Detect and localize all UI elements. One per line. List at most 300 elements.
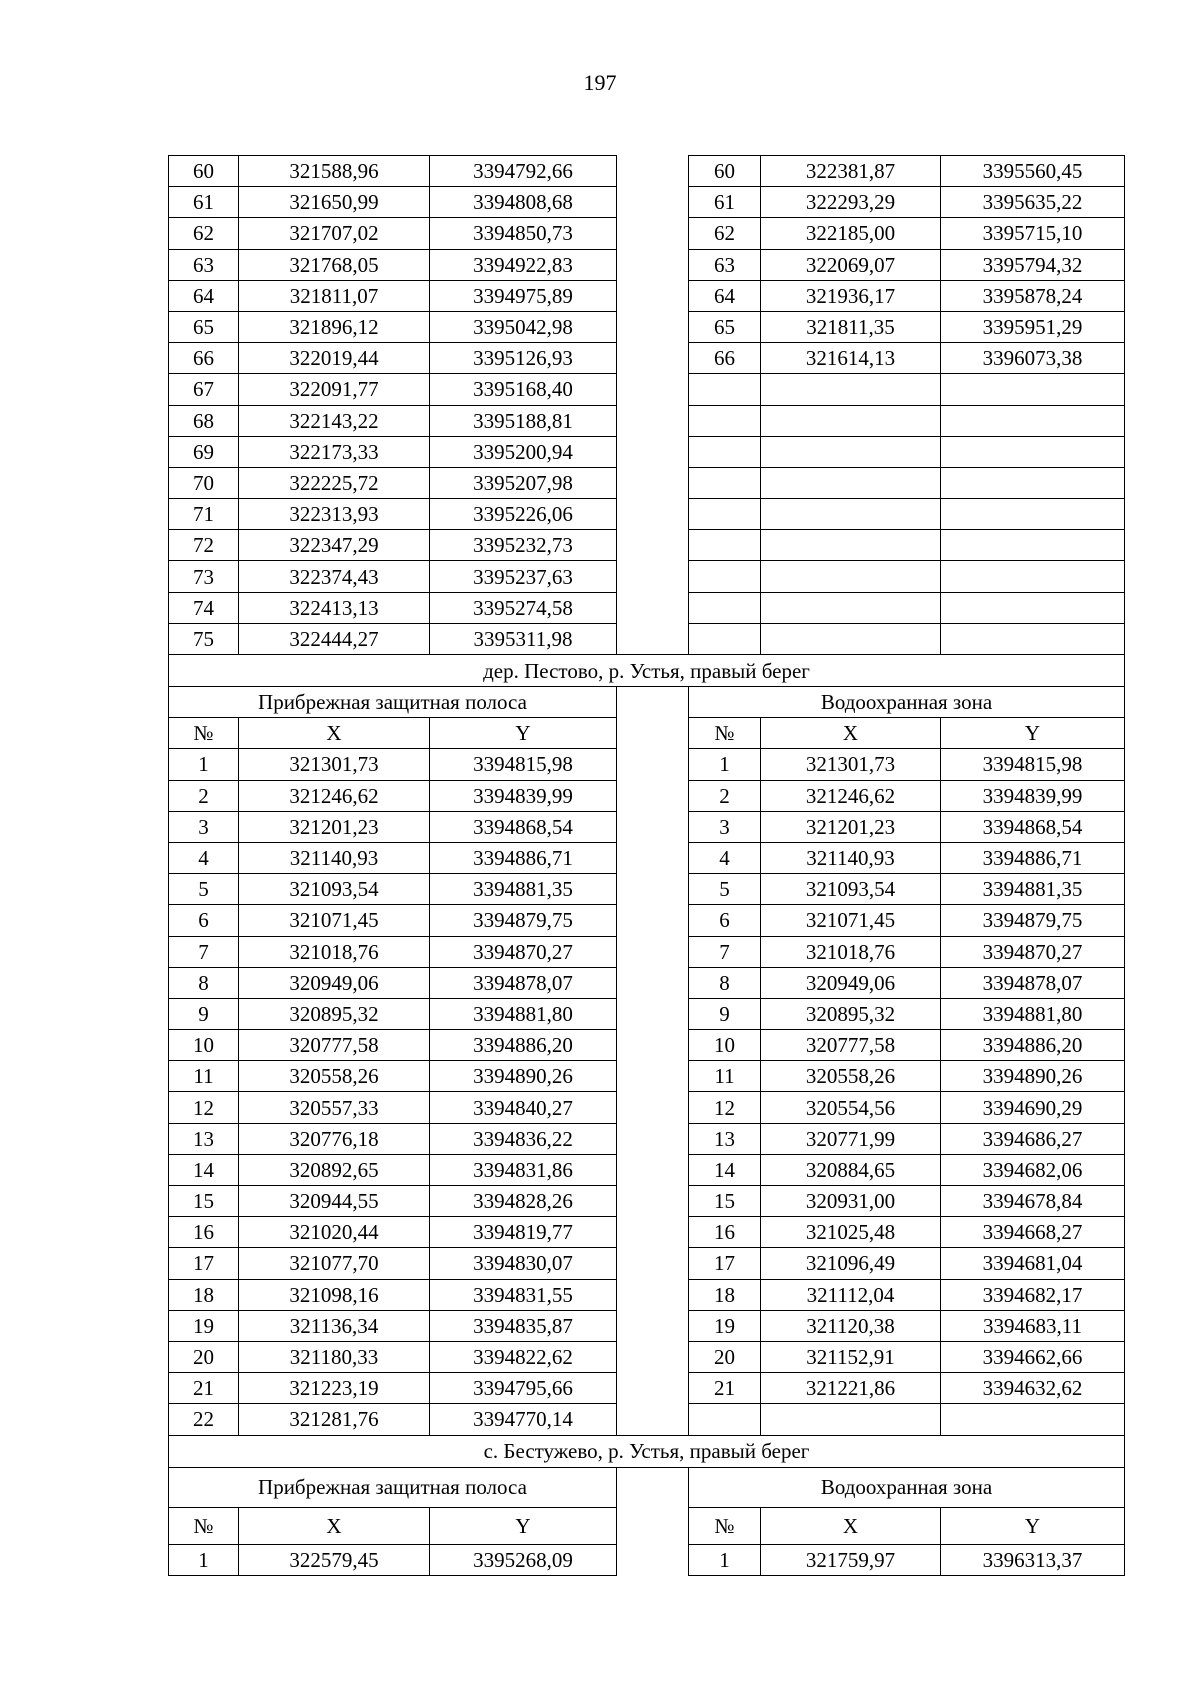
left-y-cell: 3394870,27 xyxy=(430,936,617,967)
right-number-cell: 64 xyxy=(689,280,761,311)
right-x-cell: 321120,38 xyxy=(761,1310,941,1341)
right-y-column-header: Y xyxy=(941,1507,1125,1544)
right-number-cell: 62 xyxy=(689,218,761,249)
left-number-cell: 14 xyxy=(169,1154,239,1185)
table-row xyxy=(169,1341,1125,1372)
right-number-cell: 17 xyxy=(689,1248,761,1279)
left-y-cell: 3394831,55 xyxy=(430,1279,617,1310)
left-number-cell: 21 xyxy=(169,1373,239,1404)
right-y-cell: 3394686,27 xyxy=(941,1123,1125,1154)
left-number-cell: 73 xyxy=(169,561,239,592)
right-y-cell: 3394868,54 xyxy=(941,811,1125,842)
left-y-cell: 3394850,73 xyxy=(430,218,617,249)
left-y-cell: 3394839,99 xyxy=(430,780,617,811)
table-row xyxy=(169,905,1125,936)
gap-cell xyxy=(617,280,689,311)
left-y-cell: 3395232,73 xyxy=(430,530,617,561)
right-x-cell xyxy=(761,405,941,436)
right-y-cell: 3395635,22 xyxy=(941,187,1125,218)
right-number-cell xyxy=(689,499,761,530)
left-y-cell: 3394815,98 xyxy=(430,749,617,780)
left-x-cell: 321020,44 xyxy=(239,1217,430,1248)
left-number-cell: 68 xyxy=(169,405,239,436)
left-number-cell: 70 xyxy=(169,467,239,498)
right-y-cell: 3394690,29 xyxy=(941,1092,1125,1123)
right-number-cell: 11 xyxy=(689,1061,761,1092)
right-number-cell: 10 xyxy=(689,1030,761,1061)
gap-cell xyxy=(617,718,689,749)
right-y-cell: 3394681,04 xyxy=(941,1248,1125,1279)
right-number-cell: 66 xyxy=(689,343,761,374)
right-y-cell: 3396073,38 xyxy=(941,343,1125,374)
left-y-cell: 3395188,81 xyxy=(430,405,617,436)
right-number-cell: 15 xyxy=(689,1186,761,1217)
left-x-cell: 322579,45 xyxy=(239,1544,430,1575)
table-row xyxy=(169,998,1125,1029)
gap-cell xyxy=(617,187,689,218)
right-x-cell xyxy=(761,1404,941,1435)
right-y-cell: 3394662,66 xyxy=(941,1341,1125,1372)
right-x-column-header: X xyxy=(761,718,941,749)
table-row xyxy=(169,936,1125,967)
right-y-cell xyxy=(941,561,1125,592)
right-x-cell: 320777,58 xyxy=(761,1030,941,1061)
right-x-cell: 321246,62 xyxy=(761,780,941,811)
right-x-cell xyxy=(761,561,941,592)
left-number-cell: 62 xyxy=(169,218,239,249)
left-x-cell: 321896,12 xyxy=(239,311,430,342)
left-x-cell: 322313,93 xyxy=(239,499,430,530)
gap-cell xyxy=(617,780,689,811)
right-x-cell: 322185,00 xyxy=(761,218,941,249)
gap-cell xyxy=(617,687,689,718)
gap-cell xyxy=(617,1507,689,1544)
right-number-cell: 63 xyxy=(689,249,761,280)
right-y-cell xyxy=(941,467,1125,498)
gap-cell xyxy=(617,998,689,1029)
left-y-cell: 3394975,89 xyxy=(430,280,617,311)
left-number-cell: 74 xyxy=(169,592,239,623)
left-y-cell: 3395311,98 xyxy=(430,623,617,654)
section-title-row xyxy=(169,1435,1125,1467)
left-number-cell: 64 xyxy=(169,280,239,311)
right-x-cell xyxy=(761,499,941,530)
table-row xyxy=(169,1248,1125,1279)
table-row xyxy=(169,218,1125,249)
right-x-cell: 321811,35 xyxy=(761,311,941,342)
left-number-cell: 17 xyxy=(169,1248,239,1279)
zone-heading-row xyxy=(169,687,1125,718)
right-number-cell: 8 xyxy=(689,967,761,998)
gap-cell xyxy=(617,467,689,498)
left-x-cell: 320892,65 xyxy=(239,1154,430,1185)
left-number-cell: 66 xyxy=(169,343,239,374)
gap-cell xyxy=(617,1154,689,1185)
left-x-cell: 321768,05 xyxy=(239,249,430,280)
right-y-cell xyxy=(941,374,1125,405)
right-number-cell xyxy=(689,467,761,498)
right-number-cell xyxy=(689,436,761,467)
left-x-cell: 321246,62 xyxy=(239,780,430,811)
table-row xyxy=(169,1061,1125,1092)
left-number-cell: 1 xyxy=(169,749,239,780)
gap-cell xyxy=(617,1544,689,1575)
left-x-cell: 322374,43 xyxy=(239,561,430,592)
gap-cell xyxy=(617,842,689,873)
right-x-cell: 321096,49 xyxy=(761,1248,941,1279)
table-row xyxy=(169,780,1125,811)
gap-cell xyxy=(617,905,689,936)
left-number-cell: 11 xyxy=(169,1061,239,1092)
gap-cell xyxy=(617,311,689,342)
left-y-cell: 3394808,68 xyxy=(430,187,617,218)
table-row xyxy=(169,1030,1125,1061)
left-number-cell: 19 xyxy=(169,1310,239,1341)
left-y-cell: 3394868,54 xyxy=(430,811,617,842)
right-number-cell: 61 xyxy=(689,187,761,218)
left-y-cell: 3394879,75 xyxy=(430,905,617,936)
table-row xyxy=(169,1217,1125,1248)
right-number-cell: 20 xyxy=(689,1341,761,1372)
table-row xyxy=(169,249,1125,280)
right-y-cell: 3394886,71 xyxy=(941,842,1125,873)
section-title: дер. Пестово, р. Устья, правый берег xyxy=(169,655,1125,687)
left-y-cell: 3394828,26 xyxy=(430,1186,617,1217)
zone-heading-row xyxy=(169,1467,1125,1507)
gap-cell xyxy=(617,936,689,967)
water-protection-zone-heading: Водоохранная зона xyxy=(689,687,1125,718)
left-y-cell: 3394886,71 xyxy=(430,842,617,873)
right-number-cell xyxy=(689,623,761,654)
left-number-cell: 1 xyxy=(169,1544,239,1575)
right-y-cell: 3394886,20 xyxy=(941,1030,1125,1061)
gap-cell xyxy=(617,1186,689,1217)
right-number-cell: 12 xyxy=(689,1092,761,1123)
right-y-cell: 3394682,17 xyxy=(941,1279,1125,1310)
right-x-cell: 321936,17 xyxy=(761,280,941,311)
left-y-cell: 3395226,06 xyxy=(430,499,617,530)
left-number-cell: 18 xyxy=(169,1279,239,1310)
gap-cell xyxy=(617,623,689,654)
left-y-cell: 3394836,22 xyxy=(430,1123,617,1154)
right-x-cell: 321018,76 xyxy=(761,936,941,967)
left-y-cell: 3394831,86 xyxy=(430,1154,617,1185)
table-row xyxy=(169,874,1125,905)
left-x-cell: 321588,96 xyxy=(239,156,430,187)
gap-cell xyxy=(617,1248,689,1279)
gap-cell xyxy=(617,530,689,561)
table-row xyxy=(169,467,1125,498)
left-x-cell: 322225,72 xyxy=(239,467,430,498)
left-y-cell: 3395207,98 xyxy=(430,467,617,498)
left-number-cell: 67 xyxy=(169,374,239,405)
right-number-cell: 18 xyxy=(689,1279,761,1310)
left-y-cell: 3394822,62 xyxy=(430,1341,617,1372)
right-y-cell: 3394683,11 xyxy=(941,1310,1125,1341)
table-row xyxy=(169,311,1125,342)
right-y-cell xyxy=(941,405,1125,436)
right-number-cell: 7 xyxy=(689,936,761,967)
gap-cell xyxy=(617,811,689,842)
right-number-cell xyxy=(689,592,761,623)
left-x-cell: 320944,55 xyxy=(239,1186,430,1217)
table-row xyxy=(169,1544,1125,1575)
gap-cell xyxy=(617,436,689,467)
right-number-cell: 3 xyxy=(689,811,761,842)
table-row xyxy=(169,1404,1125,1435)
left-y-cell: 3394770,14 xyxy=(430,1404,617,1435)
gap-cell xyxy=(617,561,689,592)
right-y-cell: 3394881,80 xyxy=(941,998,1125,1029)
left-number-cell: 12 xyxy=(169,1092,239,1123)
right-x-cell: 322293,29 xyxy=(761,187,941,218)
right-x-cell: 320558,26 xyxy=(761,1061,941,1092)
gap-cell xyxy=(617,1341,689,1372)
left-x-cell: 322347,29 xyxy=(239,530,430,561)
right-number-cell: 65 xyxy=(689,311,761,342)
section-title-row xyxy=(169,655,1125,687)
right-x-cell: 321140,93 xyxy=(761,842,941,873)
right-x-cell xyxy=(761,530,941,561)
gap-cell xyxy=(617,343,689,374)
section-title: с. Бестужево, р. Устья, правый берег xyxy=(169,1435,1125,1467)
left-y-cell: 3394795,66 xyxy=(430,1373,617,1404)
left-number-cell: 63 xyxy=(169,249,239,280)
left-x-cell: 320895,32 xyxy=(239,998,430,1029)
right-number-cell: 5 xyxy=(689,874,761,905)
right-x-cell: 320771,99 xyxy=(761,1123,941,1154)
right-x-cell xyxy=(761,592,941,623)
gap-cell xyxy=(617,1310,689,1341)
right-x-cell: 321759,97 xyxy=(761,1544,941,1575)
right-x-cell: 321614,13 xyxy=(761,343,941,374)
gap-cell xyxy=(617,749,689,780)
gap-cell xyxy=(617,1123,689,1154)
table-row xyxy=(169,811,1125,842)
table-row xyxy=(169,1123,1125,1154)
left-number-cell: 65 xyxy=(169,311,239,342)
right-y-column-header: Y xyxy=(941,718,1125,749)
table-row xyxy=(169,561,1125,592)
right-number-cell xyxy=(689,1404,761,1435)
table-row xyxy=(169,1186,1125,1217)
left-number-cell: 22 xyxy=(169,1404,239,1435)
column-header-row xyxy=(169,1507,1125,1544)
gap-cell xyxy=(617,499,689,530)
right-number-cell: 9 xyxy=(689,998,761,1029)
left-x-cell: 321077,70 xyxy=(239,1248,430,1279)
left-x-cell: 320949,06 xyxy=(239,967,430,998)
right-y-cell: 3394682,06 xyxy=(941,1154,1125,1185)
left-x-cell: 320558,26 xyxy=(239,1061,430,1092)
right-number-cell xyxy=(689,530,761,561)
right-number-cell: 6 xyxy=(689,905,761,936)
gap-cell xyxy=(617,405,689,436)
right-y-cell: 3394678,84 xyxy=(941,1186,1125,1217)
table-row xyxy=(169,499,1125,530)
gap-cell xyxy=(617,967,689,998)
water-protection-zone-heading: Водоохранная зона xyxy=(689,1467,1125,1507)
table-row xyxy=(169,1092,1125,1123)
left-x-cell: 321071,45 xyxy=(239,905,430,936)
right-number-column-header: № xyxy=(689,718,761,749)
right-number-cell: 4 xyxy=(689,842,761,873)
right-x-cell xyxy=(761,623,941,654)
left-y-cell: 3394881,80 xyxy=(430,998,617,1029)
left-number-cell: 20 xyxy=(169,1341,239,1372)
right-number-cell: 13 xyxy=(689,1123,761,1154)
table-row xyxy=(169,436,1125,467)
right-y-cell: 3396313,37 xyxy=(941,1544,1125,1575)
right-y-cell: 3394870,27 xyxy=(941,936,1125,967)
right-y-cell xyxy=(941,1404,1125,1435)
table-row xyxy=(169,592,1125,623)
page-number: 197 xyxy=(583,70,617,95)
left-x-cell: 321223,19 xyxy=(239,1373,430,1404)
table-row xyxy=(169,749,1125,780)
right-y-cell: 3395794,32 xyxy=(941,249,1125,280)
left-number-cell: 61 xyxy=(169,187,239,218)
left-x-cell: 322143,22 xyxy=(239,405,430,436)
right-x-cell: 321112,04 xyxy=(761,1279,941,1310)
table-row xyxy=(169,842,1125,873)
right-x-cell: 320931,00 xyxy=(761,1186,941,1217)
left-x-cell: 321811,07 xyxy=(239,280,430,311)
right-y-cell: 3394890,26 xyxy=(941,1061,1125,1092)
right-number-cell xyxy=(689,561,761,592)
gap-cell xyxy=(617,1092,689,1123)
left-y-cell: 3395042,98 xyxy=(430,311,617,342)
right-y-cell xyxy=(941,530,1125,561)
right-number-cell: 1 xyxy=(689,749,761,780)
table-row xyxy=(169,1373,1125,1404)
left-x-cell: 321707,02 xyxy=(239,218,430,249)
table-row xyxy=(169,343,1125,374)
right-x-cell: 321093,54 xyxy=(761,874,941,905)
right-y-cell: 3394839,99 xyxy=(941,780,1125,811)
right-y-cell: 3395951,29 xyxy=(941,311,1125,342)
left-number-column-header: № xyxy=(169,718,239,749)
left-x-column-header: X xyxy=(239,718,430,749)
left-x-cell: 321180,33 xyxy=(239,1341,430,1372)
right-x-cell: 322381,87 xyxy=(761,156,941,187)
left-y-cell: 3394835,87 xyxy=(430,1310,617,1341)
right-number-cell xyxy=(689,374,761,405)
right-y-cell: 3395715,10 xyxy=(941,218,1125,249)
left-y-cell: 3395168,40 xyxy=(430,374,617,405)
gap-cell xyxy=(617,1279,689,1310)
left-x-cell: 322413,13 xyxy=(239,592,430,623)
left-y-cell: 3395126,93 xyxy=(430,343,617,374)
table-row xyxy=(169,156,1125,187)
gap-cell xyxy=(617,374,689,405)
left-number-cell: 72 xyxy=(169,530,239,561)
left-number-cell: 15 xyxy=(169,1186,239,1217)
right-y-cell: 3394878,07 xyxy=(941,967,1125,998)
left-number-cell: 13 xyxy=(169,1123,239,1154)
table-row xyxy=(169,623,1125,654)
left-number-cell: 3 xyxy=(169,811,239,842)
right-x-cell: 321025,48 xyxy=(761,1217,941,1248)
coastal-strip-heading: Прибрежная защитная полоса xyxy=(169,1467,617,1507)
right-x-cell: 321071,45 xyxy=(761,905,941,936)
right-y-cell: 3394632,62 xyxy=(941,1373,1125,1404)
left-number-cell: 6 xyxy=(169,905,239,936)
left-number-cell: 71 xyxy=(169,499,239,530)
table-row xyxy=(169,1310,1125,1341)
right-y-cell: 3394879,75 xyxy=(941,905,1125,936)
left-number-cell: 60 xyxy=(169,156,239,187)
right-y-cell: 3394668,27 xyxy=(941,1217,1125,1248)
right-x-cell: 321201,23 xyxy=(761,811,941,842)
right-y-cell: 3395878,24 xyxy=(941,280,1125,311)
left-x-cell: 322444,27 xyxy=(239,623,430,654)
column-header-row xyxy=(169,718,1125,749)
left-x-cell: 321281,76 xyxy=(239,1404,430,1435)
left-y-cell: 3395237,63 xyxy=(430,561,617,592)
table-row xyxy=(169,280,1125,311)
right-number-cell: 1 xyxy=(689,1544,761,1575)
left-y-cell: 3394830,07 xyxy=(430,1248,617,1279)
right-y-cell: 3394881,35 xyxy=(941,874,1125,905)
gap-cell xyxy=(617,218,689,249)
right-x-cell xyxy=(761,374,941,405)
gap-cell xyxy=(617,874,689,905)
gap-cell xyxy=(617,592,689,623)
right-number-column-header: № xyxy=(689,1507,761,1544)
left-x-cell: 321201,23 xyxy=(239,811,430,842)
right-y-cell xyxy=(941,592,1125,623)
left-x-cell: 322091,77 xyxy=(239,374,430,405)
left-y-cell: 3394890,26 xyxy=(430,1061,617,1092)
right-number-cell: 60 xyxy=(689,156,761,187)
right-x-cell: 320554,56 xyxy=(761,1092,941,1123)
right-y-cell xyxy=(941,436,1125,467)
left-x-cell: 321301,73 xyxy=(239,749,430,780)
left-y-cell: 3394840,27 xyxy=(430,1092,617,1123)
left-x-cell: 321136,34 xyxy=(239,1310,430,1341)
left-number-cell: 75 xyxy=(169,623,239,654)
left-number-cell: 69 xyxy=(169,436,239,467)
right-x-cell: 321152,91 xyxy=(761,1341,941,1372)
table-row xyxy=(169,405,1125,436)
gap-cell xyxy=(617,1030,689,1061)
right-x-column-header: X xyxy=(761,1507,941,1544)
table-row xyxy=(169,187,1125,218)
right-number-cell: 19 xyxy=(689,1310,761,1341)
right-x-cell: 321301,73 xyxy=(761,749,941,780)
right-number-cell: 21 xyxy=(689,1373,761,1404)
left-y-cell: 3395200,94 xyxy=(430,436,617,467)
left-number-cell: 2 xyxy=(169,780,239,811)
gap-cell xyxy=(617,249,689,280)
table-row xyxy=(169,1154,1125,1185)
coastal-strip-heading: Прибрежная защитная полоса xyxy=(169,687,617,718)
right-y-cell xyxy=(941,499,1125,530)
table-row xyxy=(169,967,1125,998)
left-y-cell: 3395268,09 xyxy=(430,1544,617,1575)
left-x-cell: 321098,16 xyxy=(239,1279,430,1310)
left-x-cell: 321140,93 xyxy=(239,842,430,873)
gap-cell xyxy=(617,156,689,187)
right-x-cell xyxy=(761,436,941,467)
left-y-cell: 3394886,20 xyxy=(430,1030,617,1061)
right-x-cell: 320895,32 xyxy=(761,998,941,1029)
left-x-cell: 321650,99 xyxy=(239,187,430,218)
left-number-cell: 4 xyxy=(169,842,239,873)
left-y-cell: 3394792,66 xyxy=(430,156,617,187)
right-y-cell: 3394815,98 xyxy=(941,749,1125,780)
